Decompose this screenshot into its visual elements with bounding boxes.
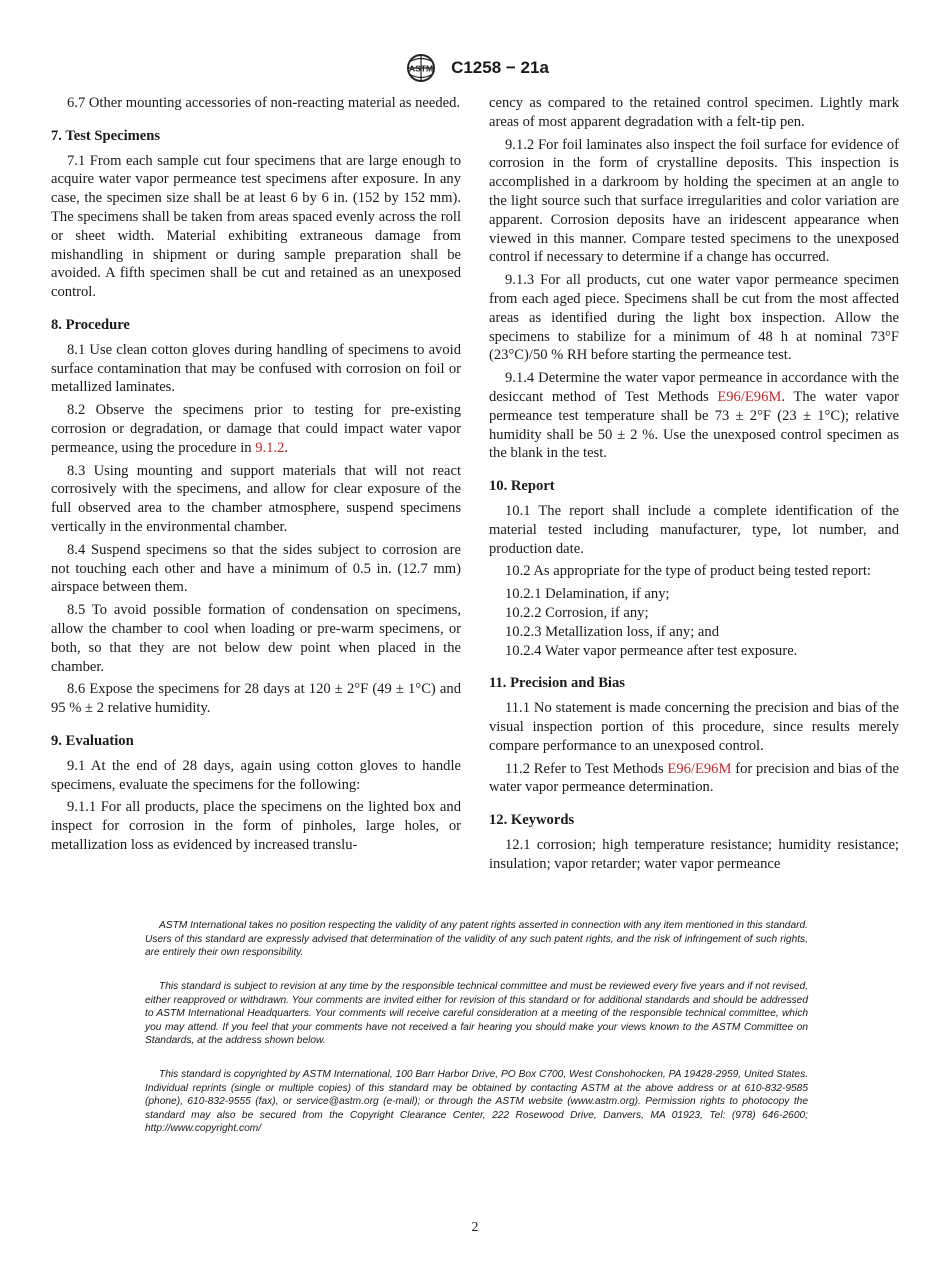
paragraph-9-1-2: 9.1.2 For foil laminates also inspect the foil surface for evidence of corrosion in the form of crystalline deposits. This inspection is accomplished in a darkroom by holding the specimen at an angle to the light source such that surface irregularities and color variation are apparent. Corrosion deposits have an iridescent appearance when viewed in this manner. Compare tested specimens to the unexposed control if necessary to determine if a change has occurred. bbox=[489, 136, 899, 266]
item-10-2-4: 10.2.4 Water vapor permeance after test exposure. bbox=[505, 642, 798, 659]
left-column bbox=[51, 94, 461, 859]
section-11-heading: 11. Precision and Bias bbox=[489, 675, 625, 692]
right-column bbox=[489, 94, 899, 877]
paragraph-8-1: 8.1 Use clean cotton gloves during handling of specimens to avoid surface contamination that may be confused with corrosion on foil or metallized laminates. bbox=[51, 341, 461, 396]
section-7-heading: 7. Test Specimens bbox=[51, 127, 161, 144]
page-header bbox=[0, 52, 950, 84]
paragraph-11-2: 11.2 Refer to Test Methods E96/E96M for precision and bias of the water vapor permeance determination. bbox=[489, 760, 900, 796]
paragraph-11-1: 11.1 No statement is made concerning the precision and bias of the visual inspection portion of this procedure, since results merely compare performance to an unexposed control. bbox=[489, 700, 899, 754]
paragraph-9-1-1: 9.1.1 For all products, place the specimens on the lighted box and inspect for corrosion in the form of pinholes, large holes, or metallization loss as evidenced by increased translu- bbox=[51, 799, 461, 853]
paragraph-8-5: 8.5 To avoid possible formation of condensation on specimens, allow the chamber to cool when loading or pre-warm specimens, or both, so that they are not below dew point when placed in the chamber. bbox=[51, 602, 461, 675]
revision-notice: This standard is subject to revision at any time by the responsible technical committee and must be reviewed every five years and if not revised, either reapproved or withdrawn. Your comments are invited either for revision of this standard or for additional standards and should be addressed to ASTM International Headquarters. Your comments will receive careful consideration at a meeting of the responsible technical committee, which you may attend. If you feel that your comments have not received a fair hearing you should make your views known to the ASTM Committee on Standards, at the address shown below. bbox=[145, 981, 808, 1047]
link-9-1-2[interactable]: 9.1.2 bbox=[255, 439, 285, 456]
paragraph-9-1-3: 9.1.3 For all products, cut one water vapor permeance specimen from each aged piece. Specimens shall be cut from the most affected areas as identified during the light box inspection. Allow the specimens to stabilize for a minimum of 48 h at nominal 73°F (23°C)/50 % RH before starting the permeance test. bbox=[489, 272, 899, 364]
paragraph-8-3: 8.3 Using mounting and support materials that will not react corrosively with the specimens, and allow for clear exposure of the full observed area to the chamber atmosphere, suspend specimens vertically in the environmental chamber. bbox=[51, 462, 461, 535]
link-e96-precision[interactable]: E96/E96M bbox=[667, 760, 732, 777]
paragraph-9-1: 9.1 At the end of 28 days, again using cotton gloves to handle specimens, evaluate the specimens for the following: bbox=[51, 757, 461, 793]
item-10-2-2: 10.2.2 Corrosion, if any; bbox=[505, 604, 649, 621]
paragraph-12-1: 12.1 corrosion; high temperature resistance; humidity resistance; insulation; vapor retarder; water vapor permeance bbox=[489, 836, 899, 872]
section-9-heading: 9. Evaluation bbox=[51, 732, 134, 749]
link-e96[interactable]: E96/E96M bbox=[717, 388, 782, 405]
paragraph-6-7: 6.7 Other mounting accessories of non-reacting material as needed. bbox=[67, 95, 461, 111]
page-number: 2 bbox=[471, 1220, 479, 1235]
item-10-2-1: 10.2.1 Delamination, if any; bbox=[505, 586, 670, 603]
section-10-heading: 10. Report bbox=[489, 478, 555, 495]
paragraph-10-1: 10.1 The report shall include a complete identification of the material tested including manufacturer, type, lot number, and production date. bbox=[489, 502, 899, 557]
section-12-heading: 12. Keywords bbox=[489, 812, 575, 829]
paragraph-8-6: 8.6 Expose the specimens for 28 days at 120 ± 2°F (49 ± 1°C) and 95 % ± 2 relative humidity. bbox=[51, 681, 461, 717]
paragraph-7-1: 7.1 From each sample cut four specimens that are large enough to acquire water vapor permeance test specimens after exposure. In any case, the specimen size shall be at least 6 by 6 in. (152 by 152 mm). The specimens shall be taken from areas spaced evenly across the roll or sheet width. Material exhibiting extraneous damage from mishandling in shipment or during sample preparation shall be avoided. A fifth specimen shall be cut and retained as an unexposed control. bbox=[51, 152, 461, 301]
designation: C1258 − 21a bbox=[451, 58, 549, 77]
section-8-heading: 8. Procedure bbox=[51, 316, 130, 333]
paragraph-9-1-1-continued: cency as compared to the retained control specimen. Lightly mark areas of most apparent degradation with a felt-tip pen. bbox=[489, 95, 899, 130]
paragraph-8-2: 8.2 Observe the specimens prior to testing for pre-existing corrosion or degradation, or damage that could impact water vapor permeance, using the procedure in 9.1.2. bbox=[51, 402, 461, 456]
paragraph-9-1-4: 9.1.4 Determine the water vapor permeance in accordance with the desiccant method of Test Methods E96/E96M. The water vapor permeance test temperature shall be 73 ± 2°F (23 ± 1°C); relative humidity shall be 50 ± 2 %. Use the unexposed control specimen as the blank in the test. bbox=[489, 370, 900, 462]
patent-notice: ASTM International takes no position respecting the validity of any patent rights asserted in connection with any item mentioned in this standard. Users of this standard are expressly advised that determination of the validity of any such patent rights, and the risk of infringement of such rights, are entirely their own responsibility. bbox=[145, 920, 808, 959]
svg-text:ASTM: ASTM bbox=[409, 63, 434, 74]
paragraph-10-2: 10.2 As appropriate for the type of product being tested report: bbox=[505, 563, 871, 580]
item-10-2-3: 10.2.3 Metallization loss, if any; and bbox=[505, 623, 720, 640]
paragraph-8-4: 8.4 Suspend specimens so that the sides subject to corrosion are not touching each other and have a minimum of 0.5 in. (12.7 mm) airspace between them. bbox=[51, 541, 461, 596]
copyright-notice: This standard is copyrighted by ASTM International, 100 Barr Harbor Drive, PO Box C700, West Conshohocken, PA 19428-2959, United States. Individual reprints (single or multiple copies) of this standard may be obtained by contacting ASTM at the above address or at 610-832-9585 (phone), 610-832-9555 (fax), or service@astm.org (e-mail); or through the ASTM website (www.astm.org). Permission rights to photocopy the standard may also be secured from the Copyright Clearance Center, 222 Rosewood Drive, Danvers, MA 01923, Tel: (978) 646-2600; http://www.copyright.com/ bbox=[145, 1069, 808, 1135]
astm-logo-icon bbox=[401, 52, 441, 84]
